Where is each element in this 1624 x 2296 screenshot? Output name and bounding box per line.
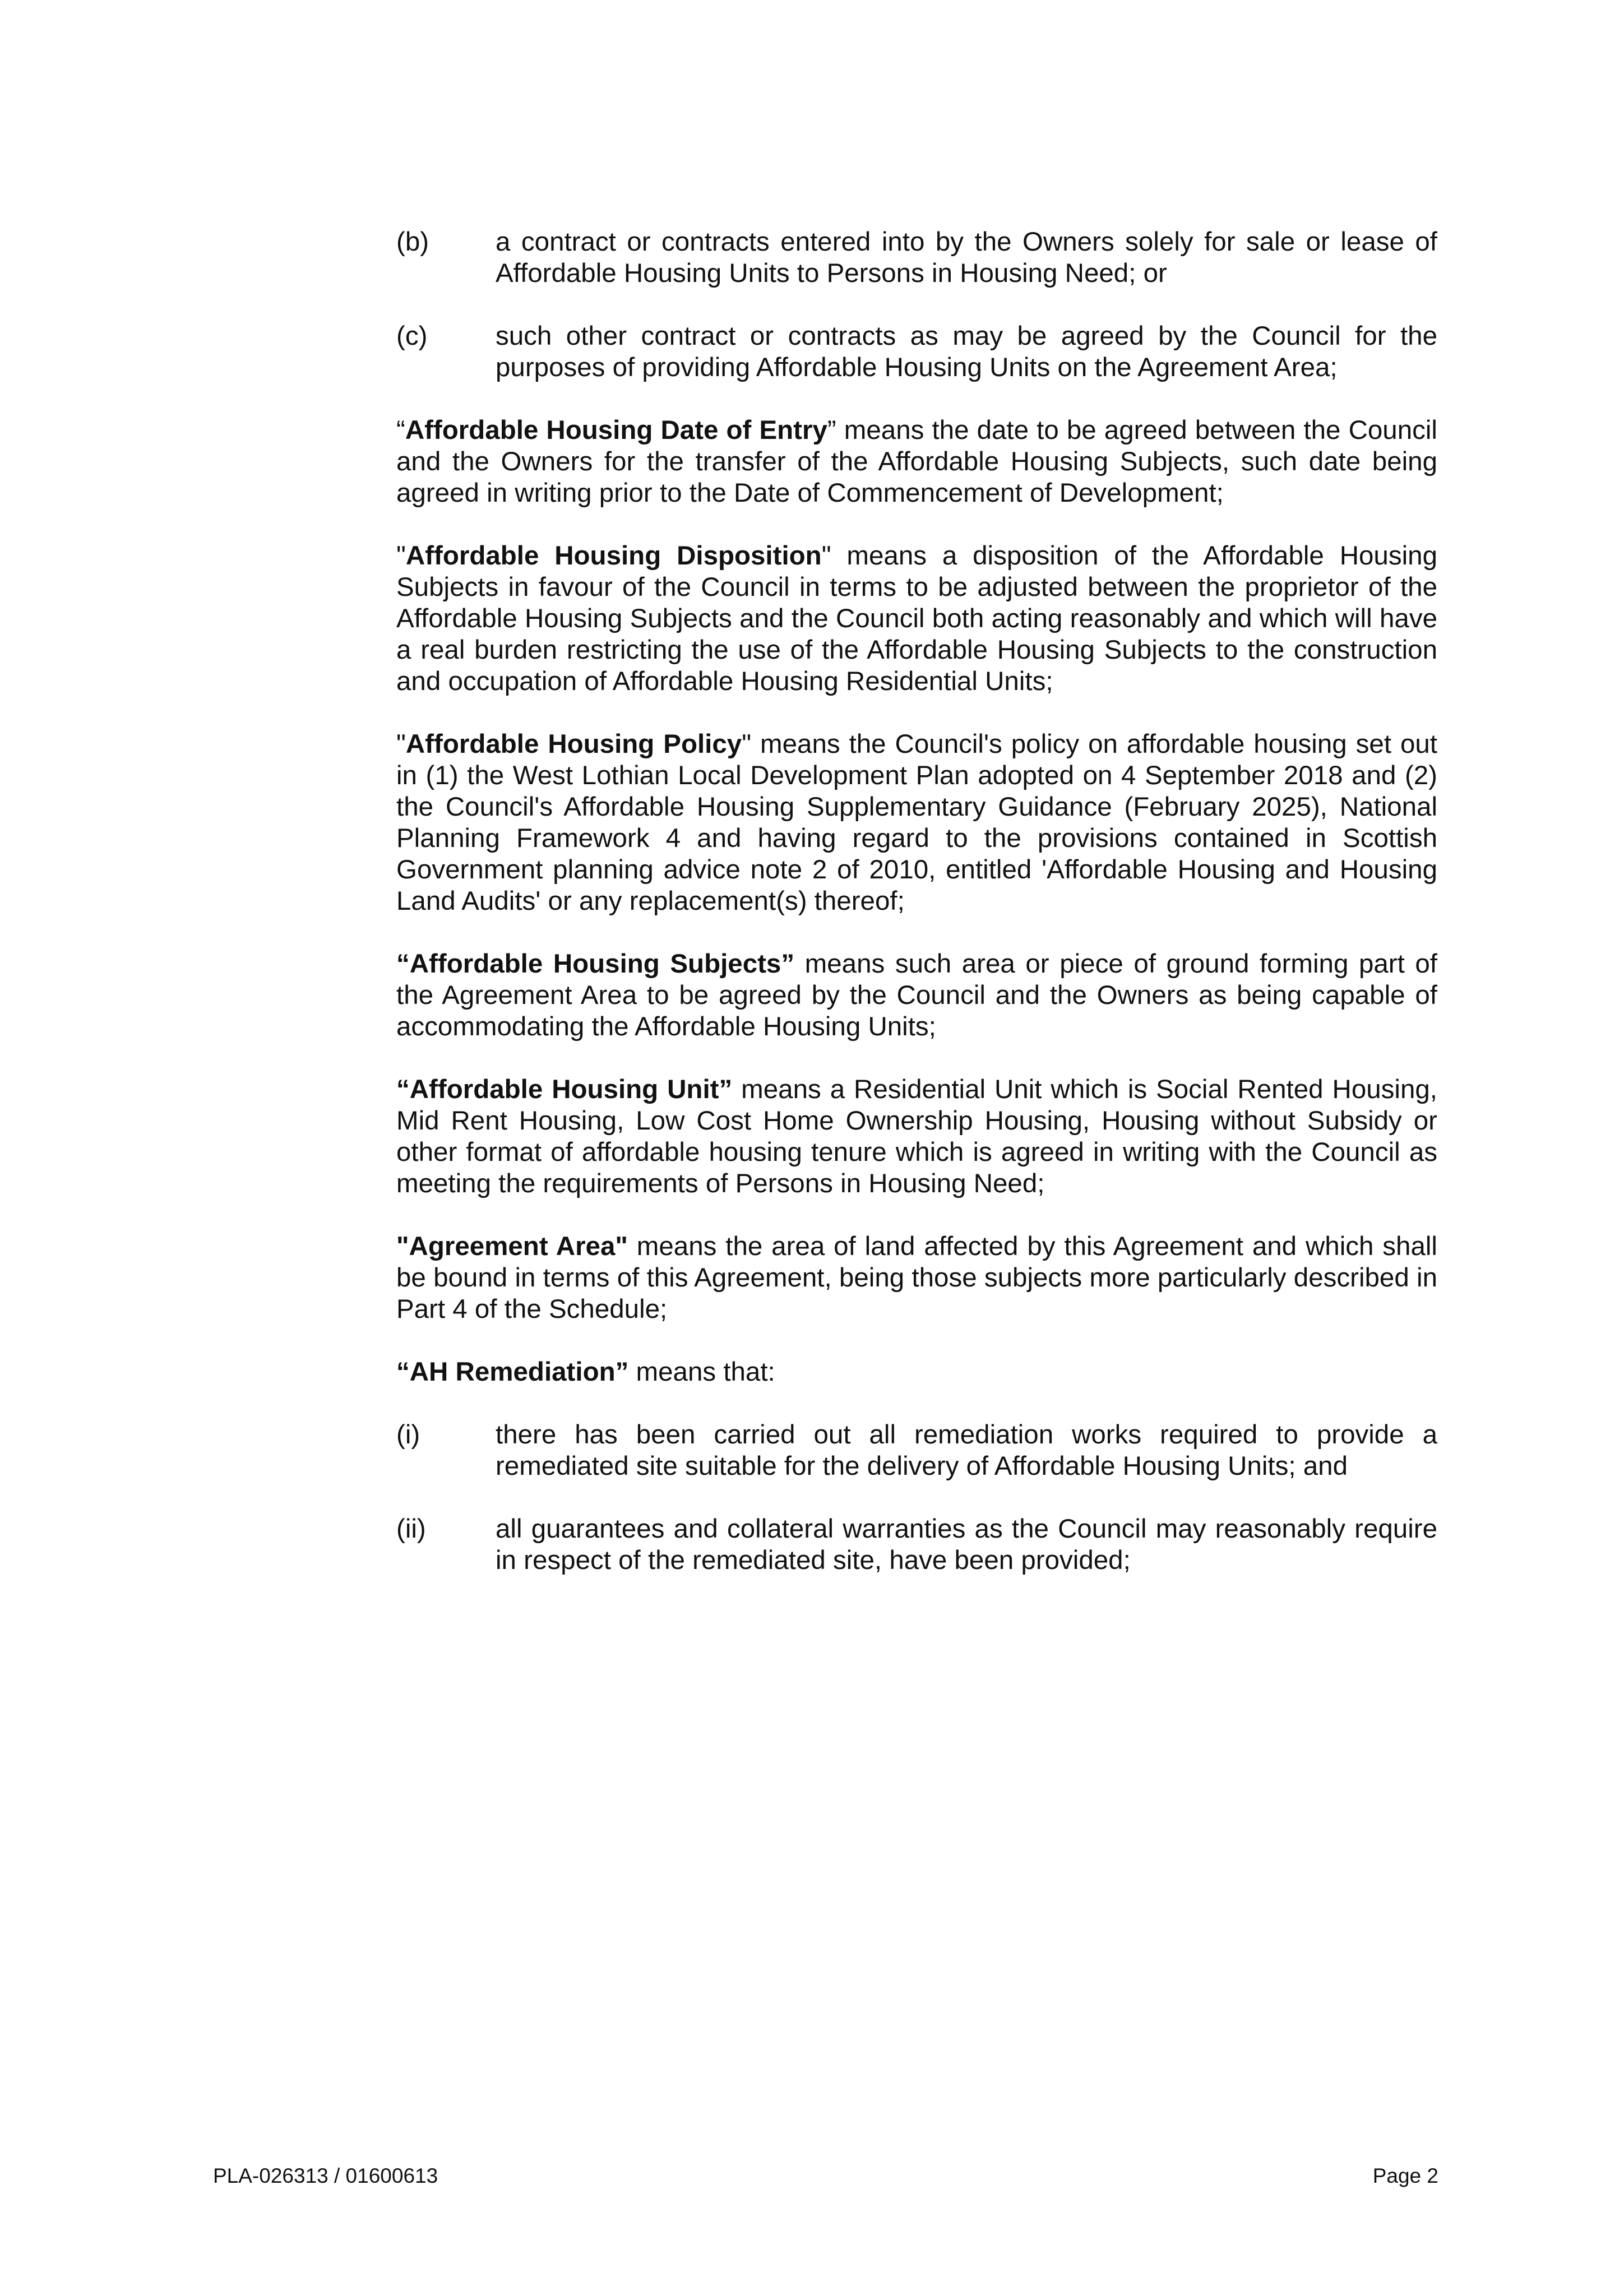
definition-term: "Agreement Area" [396, 1232, 628, 1261]
list-item [396, 1419, 1437, 1482]
definition-affordable-housing-policy [396, 729, 1437, 917]
list-item-text: all guarantees and collateral warranties as the Council may reasonably require in respect of the remediated site, have been provided; [496, 1514, 1437, 1575]
footer-reference: PLA-026313 / 01600613 [213, 2164, 438, 2187]
definition-text: means a Residential Unit which is Social Rented Housing, Mid Rent Housing, Low Cost Home Ownership Housing, Housing without Subsidy or other format of affordable housing tenure which is agreed in writing with the Council as meeting the requirements of Persons in Housing Need; [396, 1075, 1437, 1198]
definition-text: means the date to be agreed between the Council and the Owners for the transfer of the Affordable Housing Subjects, such date being agreed in writing prior to the Date of Commencement of Development; [396, 415, 1437, 508]
definition-affordable-housing-disposition [396, 540, 1437, 697]
definition-term: “Affordable Housing Unit” [396, 1075, 733, 1104]
definition-term: “AH Remediation” [396, 1357, 629, 1387]
definition-affordable-housing-unit [396, 1074, 1437, 1200]
definition-text: means that: [628, 1357, 775, 1387]
definition-text: means a disposition of the Affordable Housing Subjects in favour of the Council in terms to be adjusted between the proprietor of the Affordable Housing Subjects and the Council both acting reasonably and which will have a real burden restricting the use of the Affordable Housing Subjects to the construction and occupation of Affordable Housing Residential Units; [396, 541, 1437, 696]
definition-term: Affordable Housing Disposition [405, 541, 822, 571]
list-item-number: (b) [396, 227, 429, 257]
definition-affordable-housing-date-of-entry [396, 415, 1437, 509]
list-item-text: a contract or contracts entered into by the Owners solely for sale or lease of Affordable Housing Units to Persons in Housing Need; or [496, 227, 1437, 288]
list-item-number: (ii) [396, 1514, 426, 1544]
list-item-number: (c) [396, 321, 428, 351]
list-item [396, 226, 1437, 289]
definition-term: Affordable Housing Policy [405, 729, 742, 759]
definition-open-quote: " [396, 541, 406, 571]
footer-page-number: Page 2 [1372, 2164, 1438, 2187]
list-item-text: such other contract or contracts as may be agreed by the Council for the purposes of providing Affordable Housing Units on the Agreement Area; [496, 321, 1437, 382]
definition-agreement-area [396, 1231, 1437, 1325]
definition-ah-remediation [396, 1357, 1437, 1388]
definition-affordable-housing-subjects [396, 948, 1437, 1043]
definition-open-quote: " [396, 729, 406, 759]
definition-text: means the Council's policy on affordable housing set out in (1) the West Lothian Local Development Plan adopted on 4 September 2018 and (2) the Council's Affordable Housing Supplementary Guidance (February 2025), National Planning Framework 4 and having regard to the provisions contained in Scottish Government planning advice note 2 of 2010, entitled 'Affordable Housing and Housing Land Audits' or any replacement(s) thereof; [396, 729, 1438, 916]
definition-term: Affordable Housing Date of Entry [405, 415, 827, 445]
definition-close-quote: " [821, 541, 831, 571]
list-item [396, 1513, 1437, 1576]
list-item-number: (i) [396, 1420, 420, 1450]
definition-close-quote: " [742, 729, 752, 759]
definition-text: means the area of land affected by this Agreement and which shall be bound in terms of this Agreement, being those subjects more particularly described in Part 4 of the Schedule; [396, 1232, 1437, 1324]
definition-text: means such area or piece of ground forming part of the Agreement Area to be agreed by the Council and the Owners as being capable of accommodating the Affordable Housing Units; [396, 949, 1437, 1041]
list-item-text: there has been carried out all remediation works required to provide a remediated site suitable for the delivery of Affordable Housing Units; and [496, 1420, 1437, 1481]
definition-open-quote: “ [396, 415, 405, 445]
definition-close-quote: ” [827, 415, 836, 445]
list-item [396, 321, 1437, 383]
document-body [396, 226, 1437, 1608]
definition-term: “Affordable Housing Subjects” [396, 949, 795, 979]
